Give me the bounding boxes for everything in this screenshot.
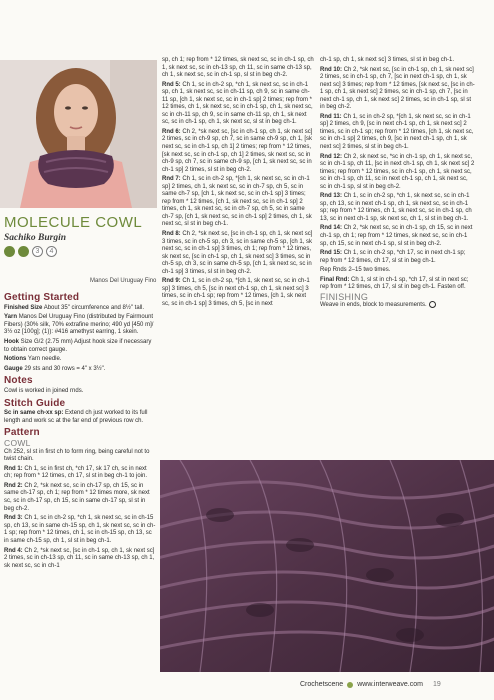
instruction-round (320, 57, 475, 65)
round-text: Ch 1, sc in ch-2 sp, *ch 1, sk next sc, sc in ch-15 sp, ch 13, sc in same ch-15 sp, ch 1, sk next sc, sc in ch-1 sp; rep from * 12 times, ch 1, sc in ch-15 sp, ch 13, sc in same ch-15 sp, ch 1, sl st in beg ch-1. (4, 515, 156, 545)
round-text: Ch 2, *sk next sc, sc in ch-1 sp, ch 15, sc in next ch-1 sp, ch 1; rep from * 12 times, sk next sc, sc in ch-1 sp, ch 15, sc in next ch-1 sp, sl st in beg ch-2. (320, 225, 473, 247)
round-label: Rnd 2: (4, 482, 23, 489)
instruction-round (320, 267, 475, 275)
instruction-round (320, 154, 475, 192)
round-label: Rnd 15: (320, 250, 343, 257)
stitch-guide-value: Extend ch just worked to its full length and work sc at the far end of previous row ch. (4, 410, 148, 424)
round-text: Ch 1, sc in first ch, *ch 17, sk 17 ch, sc in next ch; rep from * 12 times, ch 17, sl st in beg ch-1 to join. (4, 465, 148, 480)
round-text: sp, ch 1; rep from * 12 times, sk next sc, sc in ch-1 sp, ch 1, sk next sc, sc in ch-13 sp, ch 11, sc in same ch-13 sp, ch 1, sk next sc, sc in ch-1 sp, sl st in beg ch-2. (162, 57, 314, 79)
round-text: Ch 2, *sk next sc, [sc in ch-1 sp, ch 1, sk next sc] 2 times, sc in ch-1 sp, ch 7, [sc in next ch-1 sp, ch 1, sk next sc] 3 times; rep from * 12 times, [sk next sc, [sc in ch-1 sp, ch 1, sk next sc] 2 times, sc in ch-1 sp, ch 7, [sc in next ch-1 sp, ch 1, sk next sc] 2 times, sc in ch-1 sp, sl st in beg ch-2. (320, 66, 475, 111)
instruction-round (4, 515, 156, 545)
instruction-round (4, 449, 156, 464)
finishing-heading: FINISHING (320, 291, 369, 302)
hook-info (4, 339, 156, 354)
cowl-subheading: COWL (4, 437, 31, 448)
round-label: Rnd 4: (4, 547, 23, 554)
yarn-label: Yarn (4, 314, 18, 321)
round-label: Rnd 1: (4, 465, 23, 472)
instruction-round (320, 114, 475, 152)
skill-dot-filled-icon (18, 246, 29, 257)
finished-size-value: About 35" circumference and 8½" tall. (43, 304, 145, 311)
round-text: Rep Rnds 2–15 two times. (320, 267, 391, 274)
round-label: Rnd 8: (162, 231, 181, 238)
round-text: Ch 1, sc in ch-2 sp, *ch 1, sk next sc, sc in ch-1 sp, ch 1, sk next sc, sc in ch-11 sp, ch 9, sc in same ch-11 sp, [ch 1, sk next sc, sc in ch-1 sp] 2 times; rep from * 12 times, ch 1, sk next sc, sc in ch-1 sp, ch 1, sk next sc, sc in ch-11 sp, ch 9, sc in same ch-11 sp, ch 1, sk next sc, sc in ch-1 sp, ch 1, sk next sc, sl st in beg ch-1. (162, 81, 313, 126)
notions-value: Yarn needle. (27, 356, 62, 363)
middle-column (162, 57, 314, 311)
hook-label: Hook (4, 338, 19, 345)
pattern-title: MOLECULE COWL (4, 214, 143, 231)
left-column (4, 290, 156, 572)
model-photo (0, 60, 157, 208)
getting-started-heading: Getting Started (4, 292, 80, 303)
cowl-detail-photo (160, 460, 494, 672)
skill-dot-filled-icon (4, 246, 15, 257)
hook-value: Size G/2 (2.75 mm) Adjust hook size if necessary to obtain correct gauge. (4, 338, 152, 353)
round-text: Ch 2, *sk next sc, [sc in ch-1 sp, ch 1, sk next sc] 3 times, sc in ch-5 sp, ch 3, sc in same ch-5 sp, [ch 1, sk next sc, sc in ch-1 sp] 3 times, ch 1; rep from * 12 times, sk next sc, [sc in ch-1 sp, ch 1, sk next sc] 3 times, sc in ch-5 sp, ch 3, sc in same ch-5 sp, [ch 1, sk next sc, sc in ch-1 sp] 3 times, sl st in beg ch-2. (162, 231, 313, 275)
round-label: Rnd 9: (162, 278, 181, 285)
round-text: Ch 1, sc in ch-2 sp, *[ch 1, sk next sc, sc in ch-1 sp] 2 times, ch 1, sk next sc, sc in ch-7 sp, ch 5, sc in same ch-7 sp, [ch 1, sk next sc, sc in ch-1 sp] 3 times; rep from * 12 times, [ch 1, sk next sc, sc in ch-1 sp] 2 times, ch 1, sk next sc, sc in ch-7 sp, ch 5, sc in same ch-7 sp, [ch 1, sk next sc, sc in ch-1 sp] 2 times, ch 1, sk next sc, sl st in beg ch-1. (162, 176, 312, 228)
gauge-value: 29 sts and 30 rows = 4" x 3½". (24, 365, 106, 372)
magazine-name: Crochetscene (300, 681, 344, 688)
instruction-round (320, 193, 475, 223)
round-text: Ch 1, sc in ch-2 sp, *ch 1, sk next sc, sc in ch-1 sp, ch 13, sc in next ch-1 sp, ch 1, sk next sc, sc in ch-1 sp; rep from * 12 times, ch 1, sk next sc, sc in ch-1 sp, ch 13, sc in next ch-1 sp, sk next sc, ch 1, sl st in beg ch-1. (320, 193, 472, 222)
instruction-round (320, 250, 475, 265)
round-label: Rnd 6: (162, 128, 181, 135)
knit-texture-illustration (160, 460, 494, 672)
designer-name: Sachiko Burgin (4, 233, 67, 243)
page-number: 19 (432, 681, 441, 688)
round-text: Ch 2, sk next sc, *sc in ch-1 sp, ch 1, sk next sc, sc in ch-1 sp, ch 11, [sc in next ch-1 sp, ch 1, sk next sc] 2 times; rep from * 12 times, sc in ch-1 sp, ch 1, sk next sc, sc in ch-1 sp, ch 11, sc in next ch-1 sp, ch 1, sk next sc, sc in ch-1 sp, sl st in beg ch-2. (320, 153, 475, 190)
notions-label: Notions (4, 356, 27, 363)
round-label: Rnd 10: (320, 66, 343, 73)
finished-size-label: Finished Size (4, 304, 43, 311)
finishing-value: Weave in ends, block to measurements. (320, 302, 427, 309)
round-text: Ch 2, *sk next sc, sc in ch-17 sp, ch 15, sc in same ch-17 sp, ch 1; rep from * 12 times more, sk next sc, sc in ch-17 sp, ch 15, sc in same ch-17 sp, sl st in beg ch-2. (4, 482, 150, 512)
model-illustration (0, 60, 157, 208)
round-label: Rnd 3: (4, 515, 23, 522)
cowl-instructions-right (320, 57, 475, 292)
pattern-heading: Pattern (4, 427, 40, 439)
page-footer (300, 681, 441, 688)
round-label: Rnd 7: (162, 176, 181, 183)
skill-dot-empty-icon: 4 (46, 246, 57, 257)
instruction-round (162, 82, 314, 127)
finished-size (4, 305, 156, 313)
right-column (320, 57, 475, 312)
instruction-round (162, 278, 314, 308)
gauge-info (4, 366, 156, 374)
website-link[interactable]: www.interweave.com (357, 681, 423, 688)
round-text: ch-1 sp, ch 1, sk next sc] 3 times, sl st in beg ch-1. (320, 57, 455, 63)
end-mark-icon (429, 301, 436, 308)
yarn-info (4, 314, 156, 337)
instruction-round (320, 225, 475, 248)
cowl-instructions-middle (162, 57, 314, 309)
instruction-round (4, 548, 156, 571)
instruction-round (320, 277, 475, 292)
instruction-round (320, 67, 475, 112)
instruction-round (4, 466, 156, 481)
instruction-round (162, 231, 314, 276)
round-text: Ch 1, sc in ch-2 sp, *[ch 1, sk next sc, sc in ch-1 sp] 3 times, ch 5, [sc in next ch-1 sp, ch 1, sk next sc] 3 times, sc in ch-1 sp; rep from * 12 times, [ch 1, sk next sc, sc in ch-1 sp] 3 times, ch 5, [sc in next (162, 278, 310, 307)
round-text: Ch 2, *sk next sc, [sc in ch-1 sp, ch 1, sk next sc] 2 times, sc in ch-13 sp, ch 11, sc in same ch-13 sp, ch 1, sk next sc, sc in ch-1 (4, 547, 155, 569)
round-label: Rnd 11: (320, 113, 342, 120)
notions-info (4, 356, 156, 364)
round-text: Ch 1, sc in ch-2 sp, *[ch 1, sk next sc, sc in ch-1 sp] 2 times, ch 9, [sc in next ch-1 sp, ch 1, sk next sc] 2 times, sc in ch-1 sp; rep from * 12 times, [ch 1, sk next sc, sc in ch-1 sp] 2 times, ch 9, [sc in next ch-1 sp, ch 1, sk next sc] 2 times, sl st in beg ch-1. (320, 113, 474, 151)
notes-heading: Notes (4, 375, 33, 387)
round-label: Rnd 13: (320, 193, 343, 200)
round-text: Ch 2, *sk next sc, [sc in ch-1 sp, ch 1, sk next sc] 2 times, sc in ch-9 sp, ch 7, sc in same ch-9 sp, ch 1, [sk next sc, sc in ch-1 sp, ch 1] 2 times; rep from * 12 times, [sk next sc, sc in ch-1 sp, ch 1] 2 times, sk next sc, sc in ch-9 sp, ch 7, sc in same ch-9 sp, [ch 1, sk next sc, sc in ch-1 sp] 2 times, sl st in beg ch-2. (162, 128, 313, 173)
skill-level (4, 246, 57, 257)
skill-dot-empty-icon: 3 (32, 246, 43, 257)
stitch-guide-label: Sc in same ch-xx sp: (4, 410, 64, 417)
gauge-label: Gauge (4, 365, 23, 372)
round-text: Ch 1, sc in ch-2 sp, *ch 17, sc in next ch-1 sp; rep from * 12 times, ch 17, sl st in beg ch-1. (320, 250, 466, 264)
cowl-instructions-left (4, 449, 156, 571)
instruction-round (4, 483, 156, 513)
stitch-guide-heading: Stitch Guide (4, 397, 66, 409)
instruction-round (162, 129, 314, 174)
round-label: Final Rnd: (320, 276, 350, 283)
yarn-caption: Manos Del Uruguay Fino (90, 278, 157, 284)
yarn-value: Manos Del Uruguay Fino (distributed by Fairmount Fibers) (30% silk, 70% extrafine merino; 490 yd [450 m]/ 3½ oz [100g]; (1)): #416 amethyst earring, 1 skein. (4, 314, 154, 336)
round-text: Ch 252, sl st in first ch to form ring, being careful not to twist chain. (4, 448, 150, 463)
instruction-round (162, 176, 314, 229)
stitch-guide-text (4, 410, 156, 425)
round-label: Rnd 12: (320, 153, 343, 160)
instruction-round (162, 57, 314, 80)
notes-text: Cowl is worked in joined rnds. (4, 387, 84, 394)
round-label: Rnd 5: (162, 81, 181, 88)
round-text: Ch 1, sl st in ch-1 sp, *ch 17, sl st in next sc; rep from * 12 times, ch 17, sl st in beg ch-1. Fasten off. (320, 276, 469, 291)
finishing-text (320, 301, 475, 310)
round-label: Rnd 14: (320, 225, 343, 232)
bullet-icon (347, 682, 353, 688)
